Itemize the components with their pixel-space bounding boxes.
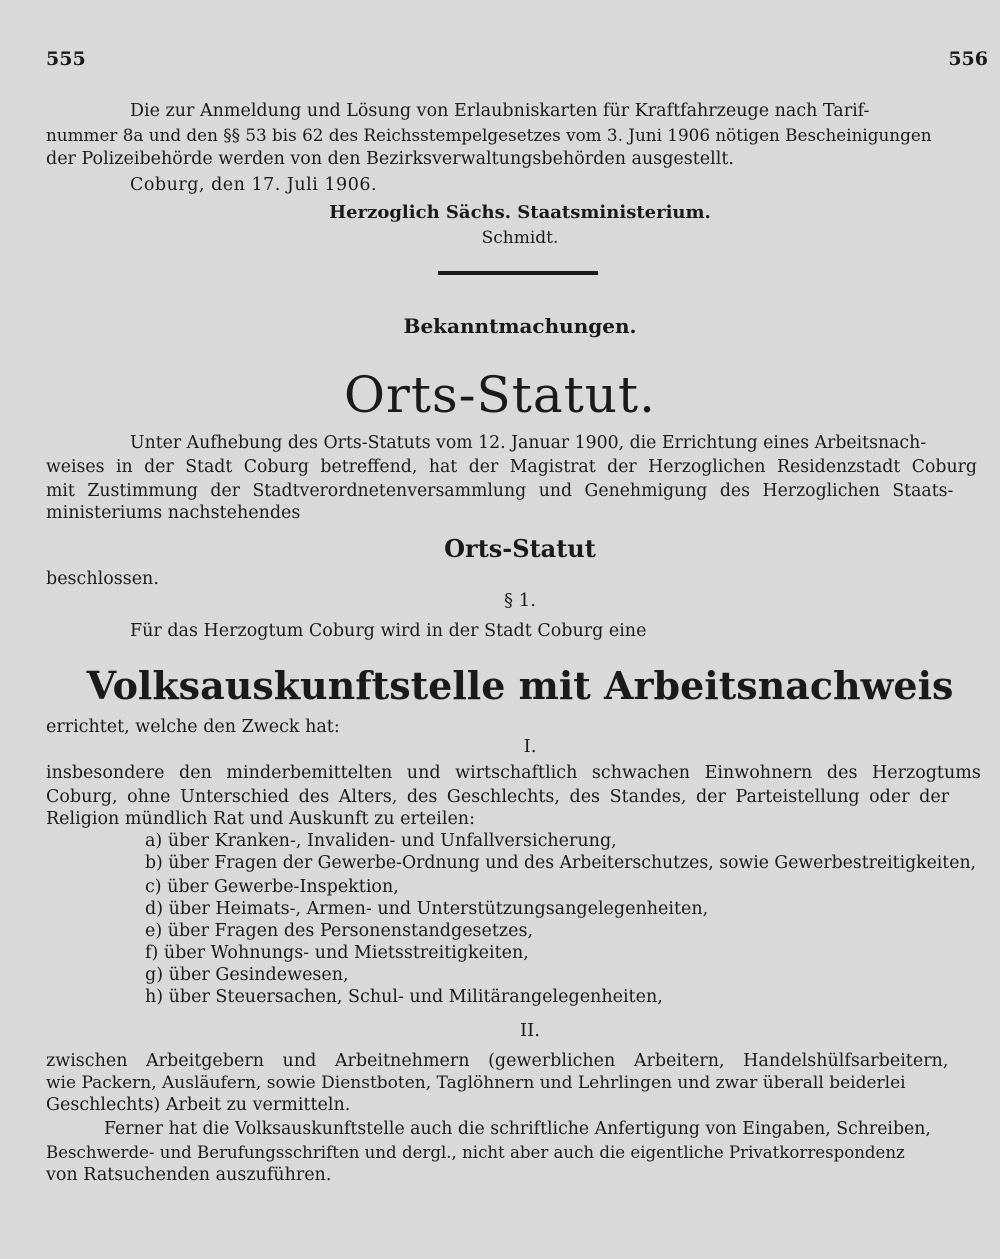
roman-numeral-1: I. bbox=[523, 736, 537, 757]
section-heading: Bekanntmachungen. bbox=[403, 314, 637, 338]
list-item: e) über Fragen des Personenstandgesetzes, bbox=[145, 921, 534, 941]
intro-line-3: mit Zustimmung der Stadtverordnetenversammlung und Genehmigung des Herzoglichen Staats- bbox=[46, 481, 954, 501]
list-item: f) über Wohnungs- und Mietsstreitigkeiten, bbox=[145, 943, 529, 963]
paragraph-number: § 1. bbox=[504, 590, 536, 611]
notice-line-1: Die zur Anmeldung und Lösung von Erlaubniskarten für Kraftfahrzeuge nach Tarif- bbox=[130, 101, 870, 121]
statute-title: Orts-Statut. bbox=[344, 366, 656, 424]
list-item: d) über Heimats-, Armen- und Unterstützungsangelegenheiten, bbox=[145, 899, 709, 919]
list-item: c) über Gewerbe-Inspektion, bbox=[145, 877, 399, 897]
resolved-text: beschlossen. bbox=[46, 569, 159, 589]
section-1-line-1: insbesondere den minderbemittelten und wirtschaftlich schwachen Einwohnern des Herzogtums bbox=[46, 763, 981, 783]
notice-line-2: nummer 8a und den §§ 53 bis 62 des Reichsstempelgesetzes vom 3. Juni 1906 nötigen Bescheinigungen bbox=[46, 125, 932, 145]
further-line-3: von Ratsuchenden auszuführen. bbox=[46, 1165, 332, 1185]
section-1-line-3: Religion mündlich Rat und Auskunft zu erteilen: bbox=[46, 809, 475, 829]
section-1-line-2: Coburg, ohne Unterschied des Alters, des Geschlechts, des Standes, der Parteistellung oder der bbox=[46, 787, 950, 807]
list-item: b) über Fragen der Gewerbe-Ordnung und des Arbeiterschutzes, sowie Gewerbestreitigkeiten, bbox=[145, 853, 977, 873]
intro-line-1: Unter Aufhebung des Orts-Statuts vom 12. Januar 1900, die Errichtung eines Arbeitsnach- bbox=[130, 433, 927, 453]
page-number-right: 556 bbox=[948, 48, 988, 70]
statute-subtitle: Orts-Statut bbox=[444, 534, 596, 563]
institution-name: Volksauskunftstelle mit Arbeitsnachweis bbox=[86, 663, 954, 708]
section-2-line-3: Geschlechts) Arbeit zu vermitteln. bbox=[46, 1095, 351, 1115]
further-line-1: Ferner hat die Volksauskunftstelle auch die schriftliche Anfertigung von Eingaben, Schreiben, bbox=[104, 1119, 931, 1139]
separator-rule bbox=[438, 271, 598, 275]
paragraph-1-line: Für das Herzogtum Coburg wird in der Stadt Coburg eine bbox=[130, 621, 647, 641]
notice-line-3: der Polizeibehörde werden von den Bezirksverwaltungsbehörden ausgestellt. bbox=[46, 149, 734, 169]
issuing-authority: Herzoglich Sächs. Staatsministerium. bbox=[329, 202, 711, 223]
section-2-line-1: zwischen Arbeitgebern und Arbeitnehmern (gewerblichen Arbeitern, Handelshülfsarbeitern, bbox=[46, 1051, 949, 1071]
place-date: Coburg, den 17. Juli 1906. bbox=[130, 175, 378, 195]
list-item: g) über Gesindewesen, bbox=[145, 965, 349, 985]
roman-numeral-2: II. bbox=[520, 1020, 540, 1041]
page-number-left: 555 bbox=[46, 48, 86, 70]
intro-line-4: ministeriums nachstehendes bbox=[46, 503, 301, 523]
list-item: a) über Kranken-, Invaliden- und Unfallversicherung, bbox=[145, 831, 617, 851]
intro-line-2: weises in der Stadt Coburg betreffend, hat der Magistrat der Herzoglichen Residenzstadt Coburg bbox=[46, 457, 977, 477]
purpose-line: errichtet, welche den Zweck hat: bbox=[46, 717, 340, 737]
signature: Schmidt. bbox=[481, 228, 559, 248]
section-2-line-2: wie Packern, Ausläufern, sowie Dienstboten, Taglöhnern und Lehrlingen und zwar überall beiderlei bbox=[46, 1073, 906, 1093]
list-item: h) über Steuersachen, Schul- und Militärangelegenheiten, bbox=[145, 987, 663, 1007]
further-line-2: Beschwerde- und Berufungsschriften und dergl., nicht aber auch die eigentliche Privatkorrespondenz bbox=[46, 1143, 905, 1162]
